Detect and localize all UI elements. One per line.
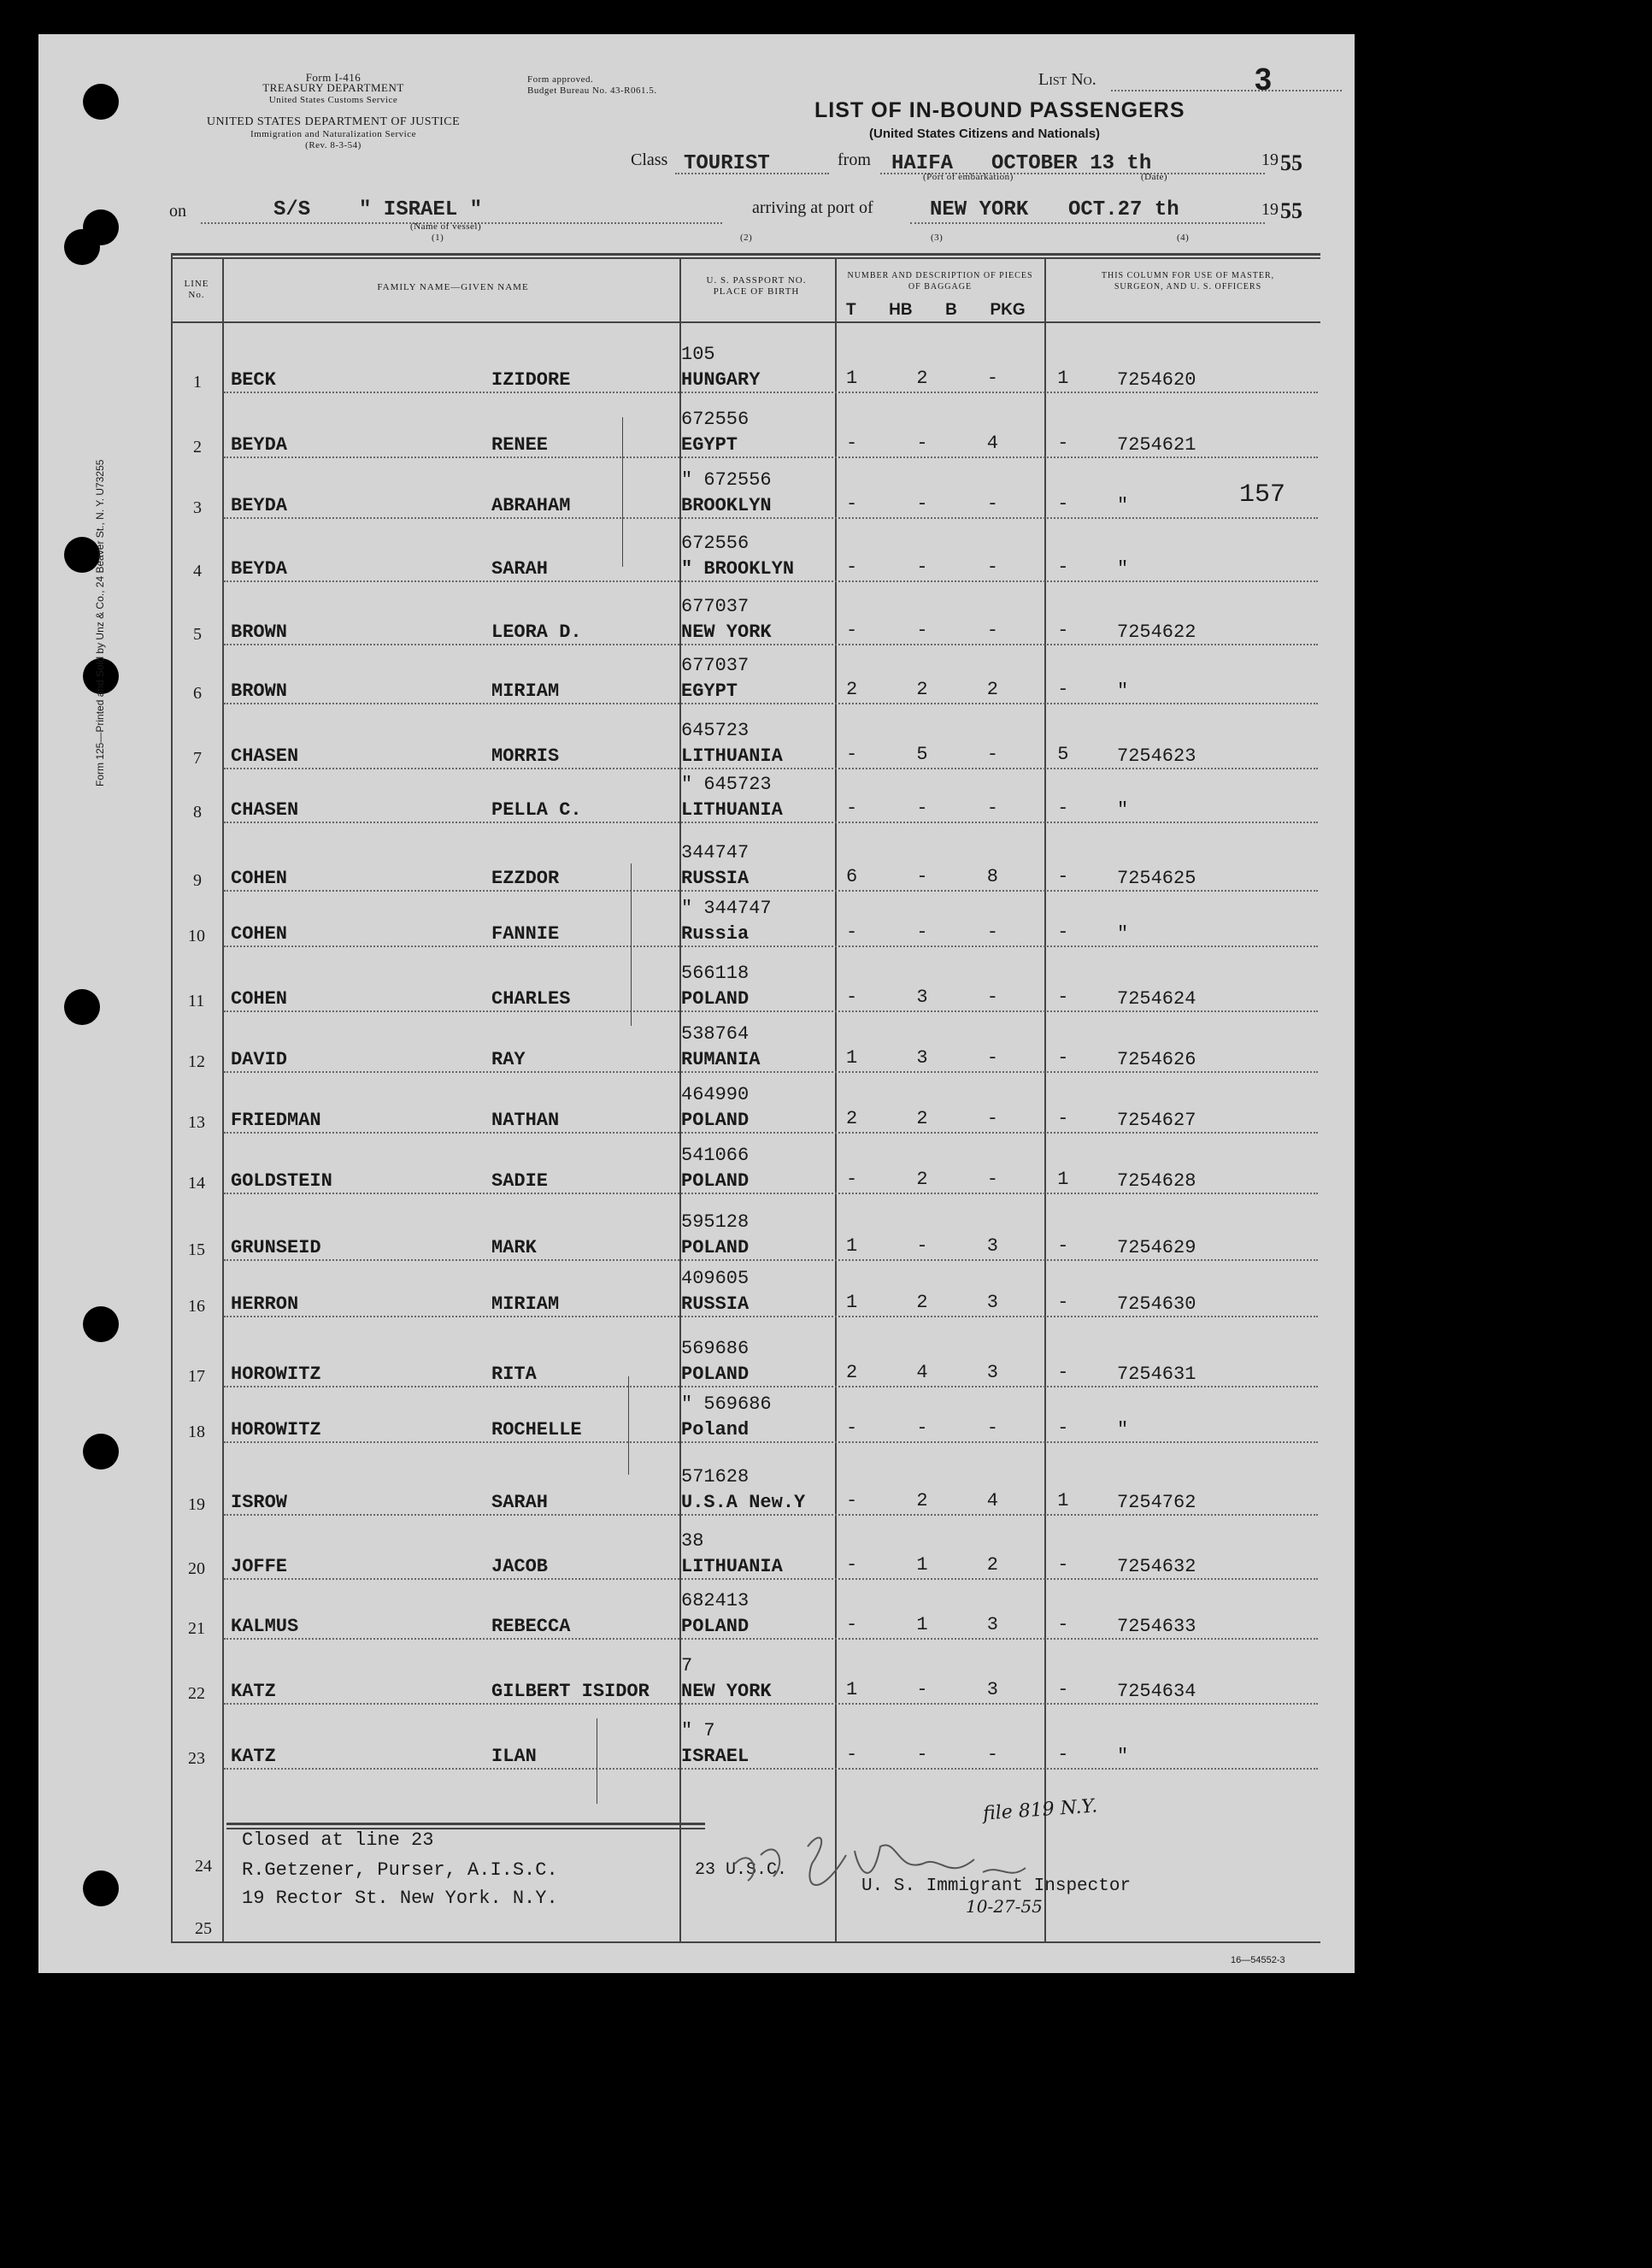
vessel-note: (Name of vessel) — [410, 221, 482, 232]
place-of-birth: ISRAEL — [681, 1746, 750, 1767]
row-number: 2 — [193, 438, 202, 457]
handwritten-file-note: file 819 N.Y. — [982, 1795, 1098, 1825]
place-of-birth: Russia — [681, 923, 750, 945]
passport-number: " 569686 — [681, 1393, 772, 1415]
family-name: HERRON — [231, 1293, 299, 1315]
officer-code: 7254623 — [1117, 745, 1196, 767]
punch-hole — [83, 1306, 119, 1342]
family-name: FRIEDMAN — [231, 1110, 321, 1131]
row-number: 15 — [188, 1240, 205, 1259]
given-name: SADIE — [491, 1170, 549, 1192]
inspector-label: U. S. Immigrant Inspector — [861, 1876, 1132, 1896]
family-name: BECK — [231, 369, 276, 391]
baggage-counts: - 2 4 1 — [846, 1490, 1093, 1511]
baggage-counts: - - - - — [846, 557, 1093, 578]
given-name: ILAN — [491, 1746, 537, 1767]
row-underline — [224, 517, 1318, 519]
note-1: (1) — [432, 233, 444, 243]
page-title: LIST OF IN-BOUND PASSENGERS — [814, 98, 1185, 122]
row-number: 22 — [188, 1684, 205, 1703]
year-prefix-1: 19 — [1261, 150, 1279, 169]
punch-hole — [64, 989, 100, 1025]
closed-note: Closed at line 23 — [242, 1829, 434, 1851]
place-of-birth: EGYPT — [681, 680, 738, 702]
list-no-line — [1111, 90, 1342, 91]
given-name: SARAH — [491, 1492, 549, 1513]
place-of-birth: HUNGARY — [681, 369, 761, 391]
signature-date: 10-27-55 — [966, 1896, 1043, 1917]
col-head-passport: U. S. PASSPORT NO. PLACE OF BIRTH — [706, 275, 807, 297]
row-underline — [224, 890, 1318, 892]
row-underline — [224, 1071, 1318, 1073]
passport-number: 409605 — [681, 1268, 750, 1289]
col-divider-passport — [835, 257, 837, 1941]
baggage-counts: - - - - — [846, 798, 1093, 819]
printer-imprint: Form 125—Printed and Sold by Unz & Co., 24 Beaver St., N. Y. U73255 — [94, 459, 106, 786]
officer-code: " — [1117, 1746, 1129, 1767]
row-number: 8 — [193, 803, 202, 822]
row-number: 18 — [188, 1423, 205, 1441]
given-name: GILBERT ISIDOR — [491, 1681, 650, 1702]
purser-name: R.Getzener, Purser, A.I.S.C. — [242, 1859, 558, 1881]
family-name: BROWN — [231, 680, 288, 702]
family-name: KALMUS — [231, 1616, 299, 1637]
date-note: (Date) — [1141, 172, 1168, 182]
passport-number: 672556 — [681, 409, 750, 430]
family-name: ISROW — [231, 1492, 288, 1513]
officer-code: 7254629 — [1117, 1237, 1196, 1258]
family-name: COHEN — [231, 923, 288, 945]
officer-code: " — [1117, 923, 1129, 945]
baggage-counts: - - - - — [846, 1744, 1093, 1765]
purser-address: 19 Rector St. New York. N.Y. — [242, 1888, 558, 1909]
family-bracket — [622, 417, 623, 567]
passport-number: " 7 — [681, 1720, 715, 1741]
form-approved: Form approved. — [527, 74, 594, 85]
header-bottom-border — [171, 321, 1320, 323]
from-label: from — [838, 150, 871, 169]
row-number: 11 — [188, 992, 205, 1010]
given-name: MORRIS — [491, 745, 560, 767]
row-underline — [224, 457, 1318, 458]
passport-number: 569686 — [681, 1338, 750, 1359]
baggage-counts: 2 2 2 - — [846, 679, 1093, 700]
passport-number: 38 — [681, 1530, 704, 1552]
passport-number: 566118 — [681, 963, 750, 984]
family-name: HOROWITZ — [231, 1364, 321, 1385]
family-name: BROWN — [231, 621, 288, 643]
baggage-counts: - - - - — [846, 922, 1093, 943]
row-number: 5 — [193, 625, 202, 644]
passport-number: 571628 — [681, 1466, 750, 1487]
officer-code: 7254630 — [1117, 1293, 1196, 1315]
baggage-counts: 1 2 - 1 — [846, 368, 1093, 389]
officer-code: 7254628 — [1117, 1170, 1196, 1192]
usc-code: 23 U.S.C. — [695, 1860, 788, 1880]
given-name: RAY — [491, 1049, 526, 1070]
baggage-counts: 1 - 3 - — [846, 1235, 1093, 1257]
justice-dept: UNITED STATES DEPARTMENT OF JUSTICE — [206, 115, 461, 128]
passport-number: 595128 — [681, 1211, 750, 1233]
place-of-birth: U.S.A New.Y — [681, 1492, 806, 1513]
row-underline — [224, 1316, 1318, 1317]
customs-service: United States Customs Service — [268, 95, 398, 105]
year-prefix-2: 19 — [1261, 200, 1279, 219]
baggage-counts: 2 4 3 - — [846, 1362, 1093, 1383]
form-number: Form I-416 — [305, 71, 362, 84]
row-underline — [224, 580, 1318, 582]
ship-name: " ISRAEL " — [359, 198, 483, 221]
place-of-birth: POLAND — [681, 988, 750, 1010]
baggage-counts: - - - - — [846, 620, 1093, 641]
baggage-counts: 2 2 - - — [846, 1108, 1093, 1129]
passport-number: 677037 — [681, 596, 750, 617]
col-head-baggage: NUMBER AND DESCRIPTION OF PIECES OF BAGGAGE — [847, 271, 1033, 292]
baggage-counts: 1 2 3 - — [846, 1292, 1093, 1313]
passport-number: 682413 — [681, 1590, 750, 1611]
place-of-birth: POLAND — [681, 1237, 750, 1258]
row-number: 7 — [193, 749, 202, 768]
family-name: GOLDSTEIN — [231, 1170, 332, 1192]
table-left-border — [171, 253, 173, 1941]
baggage-counts: 1 - 3 - — [846, 1679, 1093, 1700]
arriving-label: arriving at port of — [752, 198, 873, 217]
baggage-counts: - 5 - 5 — [846, 744, 1093, 765]
officer-code: " — [1117, 495, 1129, 516]
arrival-port: NEW YORK — [930, 198, 1029, 221]
place-of-birth: RUMANIA — [681, 1049, 761, 1070]
treasury-dept: TREASURY DEPARTMENT — [262, 81, 404, 94]
place-of-birth: LITHUANIA — [681, 799, 783, 821]
list-label: List No. — [1038, 70, 1096, 89]
row-number: 19 — [188, 1495, 205, 1514]
note-2: (2) — [740, 233, 753, 243]
row-underline — [224, 1638, 1318, 1640]
year-2: 55 — [1280, 198, 1302, 223]
place-of-birth: LITHUANIA — [681, 1556, 783, 1577]
row-number: 3 — [193, 498, 202, 517]
baggage-counts: 1 3 - - — [846, 1047, 1093, 1069]
family-name: CHASEN — [231, 799, 299, 821]
given-name: MIRIAM — [491, 680, 560, 702]
passport-number: 541066 — [681, 1145, 750, 1166]
form-code: 16—54552-3 — [1231, 1955, 1285, 1965]
given-name: REBECCA — [491, 1616, 571, 1637]
given-name: NATHAN — [491, 1110, 560, 1131]
baggage-counts: - - - - — [846, 1417, 1093, 1439]
row-underline — [224, 1768, 1318, 1770]
place-of-birth: POLAND — [681, 1364, 750, 1385]
family-name: GRUNSEID — [231, 1237, 321, 1258]
row-underline — [224, 1514, 1318, 1516]
row-underline — [224, 1386, 1318, 1387]
place-of-birth: RUSSIA — [681, 1293, 750, 1315]
baggage-counts: - 2 - 1 — [846, 1169, 1093, 1190]
given-name: PELLA C. — [491, 799, 582, 821]
given-name: ROCHELLE — [491, 1419, 582, 1440]
row-underline — [224, 1578, 1318, 1580]
inspector-signature — [726, 1812, 1085, 1932]
place-of-birth: NEW YORK — [681, 621, 772, 643]
passport-number: " 344747 — [681, 898, 772, 919]
given-name: JACOB — [491, 1556, 549, 1577]
given-name: RENEE — [491, 434, 549, 456]
row-number-25: 25 — [195, 1919, 212, 1938]
family-name: DAVID — [231, 1049, 288, 1070]
family-name: KATZ — [231, 1681, 276, 1702]
table-top-border — [171, 253, 1320, 256]
family-name: CHASEN — [231, 745, 299, 767]
page-subtitle: (United States Citizens and Nationals) — [869, 127, 1101, 141]
place-of-birth: LITHUANIA — [681, 745, 783, 767]
row-number: 4 — [193, 562, 202, 580]
row-number: 17 — [188, 1367, 205, 1386]
officer-code: 7254625 — [1117, 868, 1196, 889]
passport-number: 105 — [681, 344, 715, 365]
place-of-birth: NEW YORK — [681, 1681, 772, 1702]
col-head-baggage-types: T HB B PKG — [846, 301, 1026, 319]
passport-number: 677037 — [681, 655, 750, 676]
officer-code: 7254632 — [1117, 1556, 1196, 1577]
given-name: SARAH — [491, 558, 549, 580]
closing-line — [226, 1823, 705, 1825]
place-of-birth: POLAND — [681, 1170, 750, 1192]
given-name: EZZDOR — [491, 868, 560, 889]
officer-code: " — [1117, 1419, 1129, 1440]
row-underline — [224, 1703, 1318, 1705]
family-name: BEYDA — [231, 558, 288, 580]
ins-service: Immigration and Naturalization Service — [250, 129, 417, 139]
place-of-birth: BROOKLYN — [681, 495, 772, 516]
note-4: (4) — [1177, 233, 1190, 243]
ship-prefix: S/S — [273, 198, 311, 221]
officer-code: 7254631 — [1117, 1364, 1196, 1385]
baggage-counts: - 1 3 - — [846, 1614, 1093, 1635]
punch-hole — [83, 84, 119, 120]
row-number: 23 — [188, 1749, 205, 1768]
officer-code: 7254622 — [1117, 621, 1196, 643]
col-head-name: FAMILY NAME—GIVEN NAME — [377, 282, 529, 292]
passport-number: 672556 — [681, 533, 750, 554]
col-head-line: LINE No. — [184, 279, 209, 300]
passport-number: 7 — [681, 1655, 693, 1676]
punch-hole — [83, 1434, 119, 1470]
place-of-birth: POLAND — [681, 1110, 750, 1131]
list-number: 3 — [1255, 62, 1273, 97]
revision: (Rev. 8-3-54) — [305, 140, 362, 150]
note-3: (3) — [931, 233, 944, 243]
on-label: on — [169, 202, 186, 221]
row-underline — [224, 1441, 1318, 1443]
row-underline — [224, 1010, 1318, 1012]
row-underline — [224, 1193, 1318, 1194]
family-name: COHEN — [231, 988, 288, 1010]
officer-code: " — [1117, 558, 1129, 580]
place-of-birth: Poland — [681, 1419, 750, 1440]
officer-code: 7254634 — [1117, 1681, 1196, 1702]
row-number: 20 — [188, 1559, 205, 1578]
row-underline — [224, 1132, 1318, 1134]
passport-number: 464990 — [681, 1084, 750, 1105]
family-name: BEYDA — [231, 495, 288, 516]
baggage-counts: - - 4 - — [846, 433, 1093, 454]
family-name: KATZ — [231, 1746, 276, 1767]
given-name: CHARLES — [491, 988, 571, 1010]
passport-number: 344747 — [681, 842, 750, 863]
place-of-birth: POLAND — [681, 1616, 750, 1637]
given-name: MARK — [491, 1237, 537, 1258]
given-name: ABRAHAM — [491, 495, 571, 516]
family-name: HOROWITZ — [231, 1419, 321, 1440]
row-underline — [224, 822, 1318, 823]
class-value: TOURIST — [684, 152, 770, 175]
class-label: Class — [631, 150, 668, 169]
place-of-birth: EGYPT — [681, 434, 738, 456]
officer-code: 7254621 — [1117, 434, 1196, 456]
family-bracket — [628, 1376, 629, 1475]
handwritten-157: 157 — [1239, 480, 1286, 510]
col-head-officers: THIS COLUMN FOR USE OF MASTER, SURGEON, AND U. S. OFFICERS — [1101, 271, 1275, 292]
passport-number: " 645723 — [681, 774, 772, 795]
row-number: 12 — [188, 1052, 205, 1071]
passport-number: 645723 — [681, 720, 750, 741]
col-divider-line — [222, 257, 224, 1941]
family-name: BEYDA — [231, 434, 288, 456]
row-underline — [224, 768, 1318, 769]
row-underline — [224, 644, 1318, 645]
from-date: OCTOBER 13 th — [991, 152, 1152, 175]
baggage-counts: - 3 - - — [846, 987, 1093, 1008]
from-port: HAIFA — [891, 152, 954, 175]
passport-number: " 672556 — [681, 469, 772, 491]
officer-code: " — [1117, 680, 1129, 702]
row-underline — [224, 1259, 1318, 1261]
family-bracket — [631, 863, 632, 1026]
given-name: RITA — [491, 1364, 537, 1385]
row-number: 6 — [193, 684, 202, 703]
family-name: COHEN — [231, 868, 288, 889]
given-name: LEORA D. — [491, 621, 582, 643]
baggage-counts: 6 - 8 - — [846, 866, 1093, 887]
row-underline — [224, 703, 1318, 704]
row-number: 1 — [193, 373, 202, 392]
officer-code: 7254633 — [1117, 1616, 1196, 1637]
baggage-counts: - - - - — [846, 493, 1093, 515]
officer-code: " — [1117, 799, 1129, 821]
embark-note: (Port of embarkation) — [923, 172, 1014, 182]
table-top-border-2 — [171, 257, 1320, 259]
punch-hole — [83, 1870, 119, 1906]
table-bottom-border — [171, 1941, 1320, 1943]
officer-code: 7254627 — [1117, 1110, 1196, 1131]
officer-code: 7254624 — [1117, 988, 1196, 1010]
officer-code: 7254762 — [1117, 1492, 1196, 1513]
place-of-birth: RUSSIA — [681, 868, 750, 889]
row-number-24: 24 — [195, 1857, 212, 1876]
row-number: 13 — [188, 1113, 205, 1132]
row-underline — [224, 945, 1318, 947]
punch-hole — [64, 229, 100, 265]
arrival-date: OCT.27 th — [1068, 198, 1179, 221]
row-number: 16 — [188, 1297, 205, 1316]
row-number: 10 — [188, 927, 205, 945]
place-of-birth: " BROOKLYN — [681, 558, 795, 580]
row-number: 9 — [193, 871, 202, 890]
year-1: 55 — [1280, 150, 1302, 175]
given-name: FANNIE — [491, 923, 560, 945]
officer-code: 7254620 — [1117, 369, 1196, 391]
given-name: IZIDORE — [491, 369, 571, 391]
baggage-counts: - 1 2 - — [846, 1554, 1093, 1576]
family-name: JOFFE — [231, 1556, 288, 1577]
row-number: 14 — [188, 1174, 205, 1193]
row-number: 21 — [188, 1619, 205, 1638]
given-name: MIRIAM — [491, 1293, 560, 1315]
officer-code: 7254626 — [1117, 1049, 1196, 1070]
row-underline — [224, 392, 1318, 393]
passport-number: 538764 — [681, 1023, 750, 1045]
arrival-line — [910, 222, 1265, 224]
budget-bureau: Budget Bureau No. 43-R061.5. — [527, 85, 657, 96]
